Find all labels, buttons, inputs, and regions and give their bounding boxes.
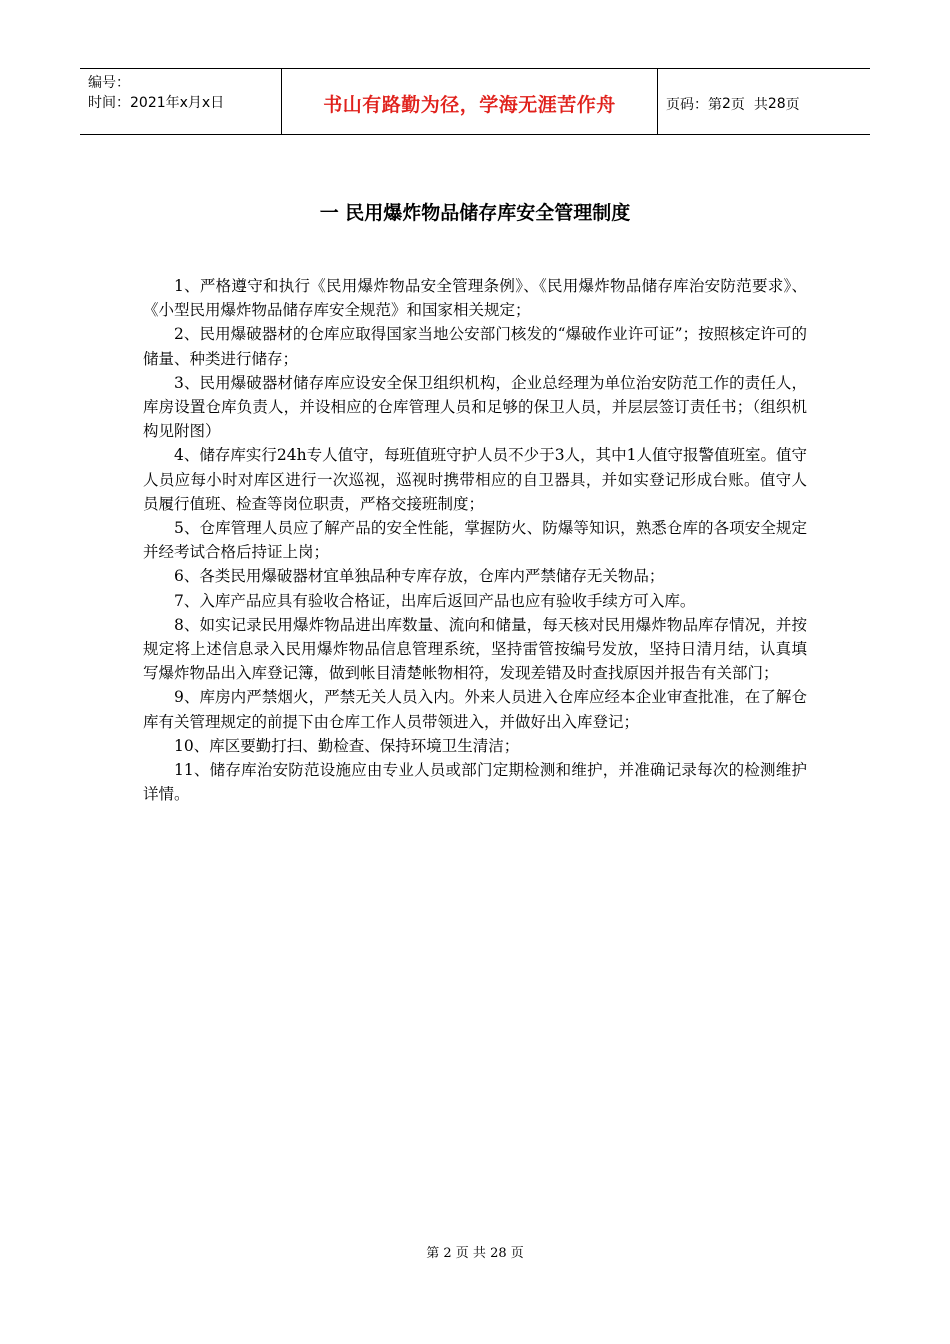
footer-prefix: 第 <box>426 1246 444 1261</box>
document-title: 一 民用爆炸物品储存库安全管理制度 <box>319 202 631 224</box>
page-code-prefix: 页码：第 <box>666 96 722 113</box>
paragraph-1: 1、严格遵守和执行《民用爆炸物品安全管理条例》、《民用爆炸物品储存库治安防范要求》、《小型民用爆炸物品储存库安全规范》和国家相关规定； <box>143 277 807 320</box>
header-table <box>80 68 870 135</box>
paragraph-2: 2、民用爆破器材的仓库应取得国家当地公安部门核发的“爆破作业许可证”；按照核定许可的储量、种类进行储存； <box>143 325 807 368</box>
paragraph-3: 3、民用爆破器材储存库应设安全保卫组织机构，企业总经理为单位治安防范工作的责任人，库房设置仓库负责人，并设相应的仓库管理人员和足够的保卫人员，并层层签订责任书；（组织机构见附图） <box>143 373 807 441</box>
date-label: 时间：2021年x月x日 <box>88 95 225 111</box>
paragraph-11: 11、储存库治安防范设施应由专业人员或部门定期检测和维护，并准确记录每次的检测维护详情。 <box>143 761 807 804</box>
page-current-number: 2 <box>722 95 731 112</box>
serial-number-label: 编号： <box>88 75 130 91</box>
paragraph-4: 4、储存库实行24h专人值守，每班值班守护人员不少于3人，其中1人值守报警值班室。值守人员应每小时对库区进行一次巡视，巡视时携带相应的自卫器具，并如实登记形成台账。值守人员履行值班、检查等岗位职责，严格交接班制度； <box>143 446 807 513</box>
paragraph-9: 9、库房内严禁烟火，严禁无关人员入内。外来人员进入仓库应经本企业审查批准，在了解仓库有关管理规定的前提下由仓库工作人员带领进入，并做好出入库登记； <box>143 688 807 731</box>
header-info-cell <box>80 69 282 134</box>
motto-text: 书山有路勤为径，学海无涯苦作舟 <box>323 94 616 116</box>
paragraph-7: 7、入库产品应具有验收合格证，出库后返回产品也应有验收手续方可入库。 <box>174 591 696 610</box>
footer-suffix: 页 <box>506 1246 524 1261</box>
footer-current-page: 2 <box>443 1246 452 1261</box>
paragraph-5: 5、仓库管理人员应了解产品的安全性能，掌握防火、防爆等知识，熟悉仓库的各项安全规定并经考试合格后持证上岗； <box>143 519 807 562</box>
footer-total-pages: 28 <box>490 1246 507 1261</box>
page-footer <box>0 1245 950 1263</box>
page-total-number: 28 <box>767 95 786 112</box>
header-page-cell <box>658 69 870 134</box>
paragraph-6: 6、各类民用爆破器材宜单独品种专库存放，仓库内严禁储存无关物品； <box>174 567 665 586</box>
paragraph-10: 10、库区要勤打扫、勤检查、保持环境卫生清洁； <box>174 736 520 755</box>
paragraph-8: 8、如实记录民用爆炸物品进出库数量、流向和储量，每天核对民用爆炸物品库存情况，并按规定将上述信息录入民用爆炸物品信息管理系统，坚持雷管按编号发放，坚持日清月结，认真填写爆炸物品出入库登记簿，做到帐目清楚帐物相符，发现差错及时查找原因并报告有关部门； <box>143 615 807 683</box>
page-code-suffix: 页 <box>785 96 800 113</box>
footer-mid: 页 共 <box>451 1246 491 1261</box>
header-motto-cell <box>282 69 658 134</box>
document-body <box>143 274 807 806</box>
page-code-mid: 页 共 <box>730 96 768 113</box>
